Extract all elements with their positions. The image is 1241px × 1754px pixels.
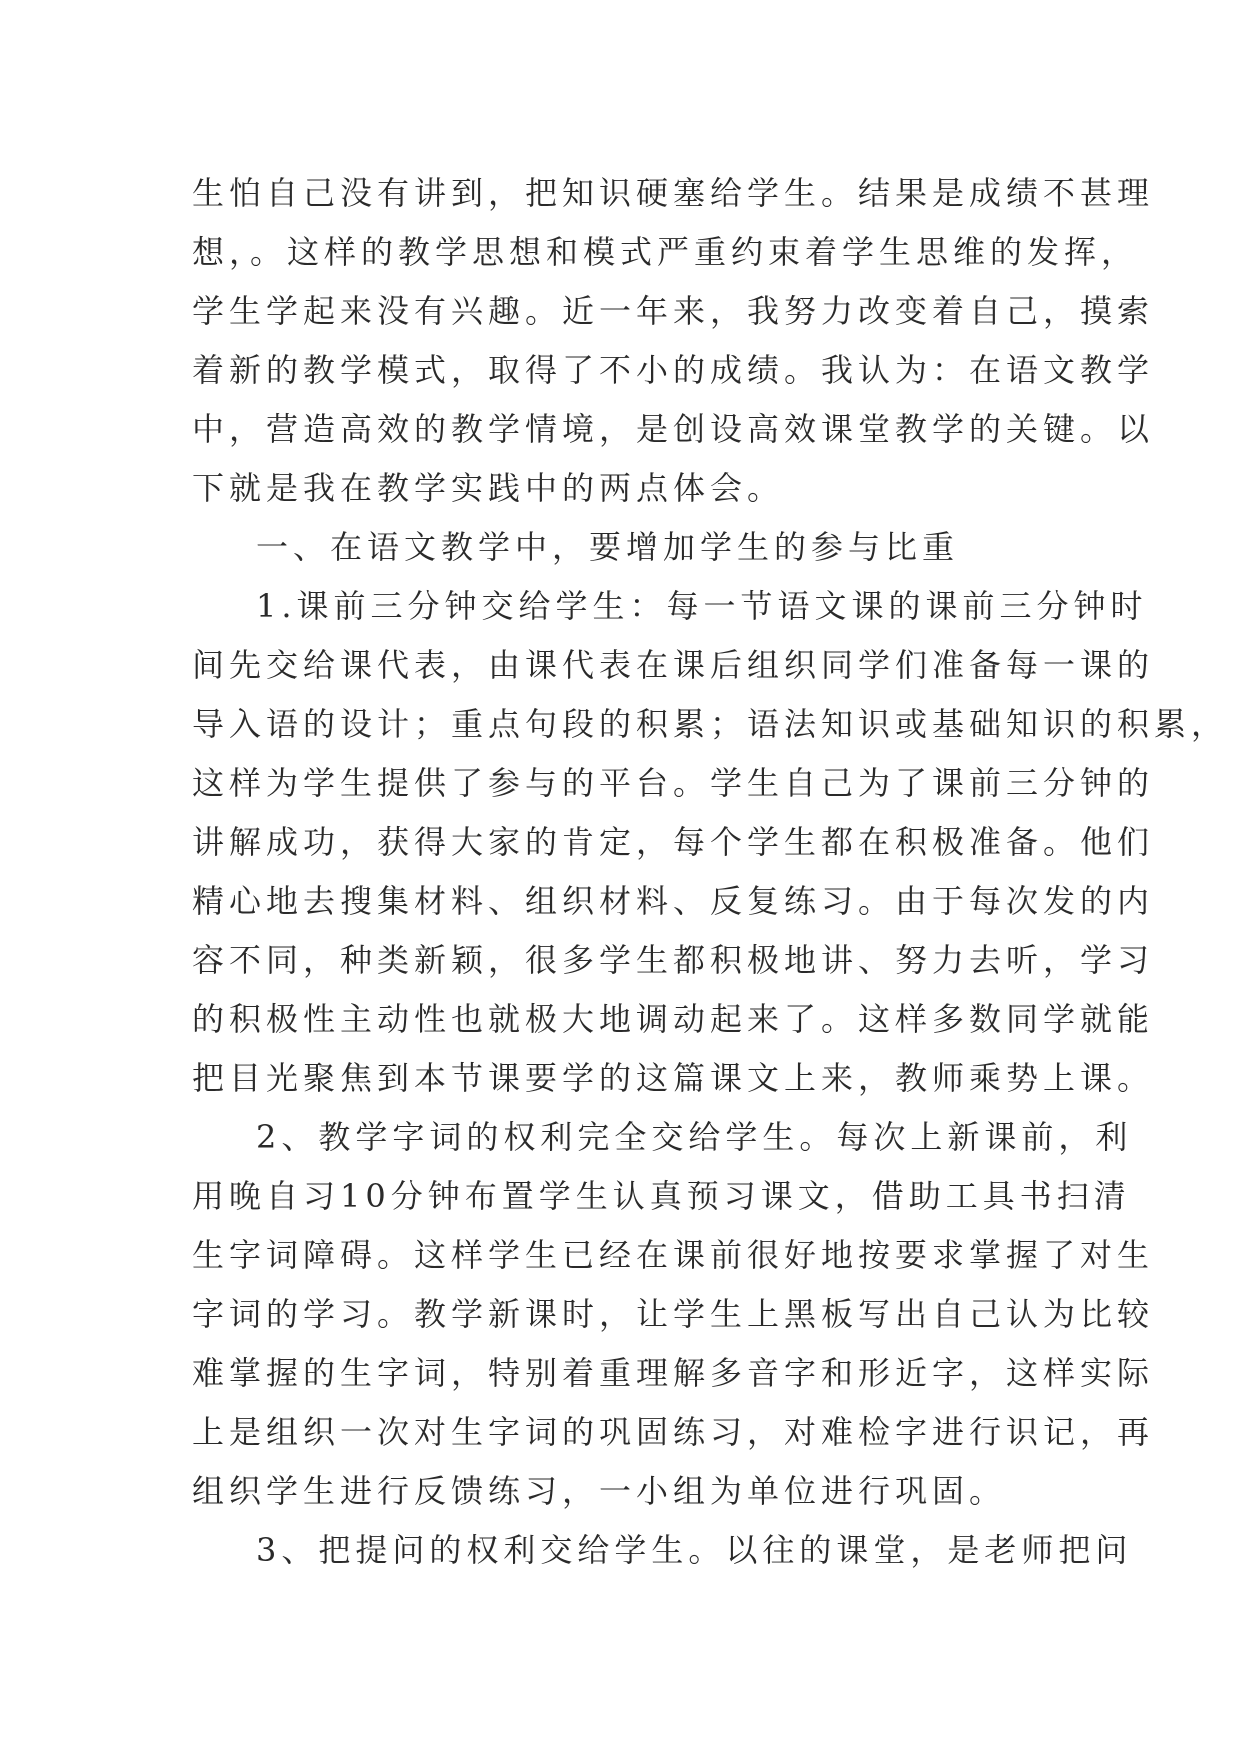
section-heading: 一、在语文教学中，要增加学生的参与比重 xyxy=(256,528,960,566)
paragraph-line: 用晚自习10分钟布置学生认真预习课文，借助工具书扫清 xyxy=(192,1177,1131,1215)
paragraph-line: 学生学起来没有兴趣。近一年来，我努力改变着自己，摸索 xyxy=(192,292,1155,330)
paragraph-line: 1.课前三分钟交给学生：每一节语文课的课前三分钟时 xyxy=(256,587,1148,625)
paragraph-line: 2、教学字词的权利完全交给学生。每次上新课前，利 xyxy=(256,1118,1133,1156)
paragraph-line: 讲解成功，获得大家的肯定，每个学生都在积极准备。他们 xyxy=(192,823,1155,861)
paragraph-line: 下就是我在教学实践中的两点体会。 xyxy=(192,469,785,507)
paragraph-line: 着新的教学模式，取得了不小的成绩。我认为：在语文教学 xyxy=(192,351,1155,389)
paragraph-line: 3、把提问的权利交给学生。以往的课堂，是老师把问 xyxy=(256,1531,1133,1569)
paragraph-line: 生怕自己没有讲到，把知识硬塞给学生。结果是成绩不甚理 xyxy=(192,174,1155,212)
paragraph-line: 想，。这样的教学思想和模式严重约束着学生思维的发挥， xyxy=(192,233,1139,271)
paragraph-line: 字词的学习。教学新课时，让学生上黑板写出自己认为比较 xyxy=(192,1295,1155,1333)
paragraph-line: 上是组织一次对生字词的巩固练习，对难检字进行识记，再 xyxy=(192,1413,1155,1451)
paragraph-line: 把目光聚焦到本节课要学的这篇课文上来，教师乘势上课。 xyxy=(192,1059,1155,1097)
paragraph-line: 间先交给课代表，由课代表在课后组织同学们准备每一课的 xyxy=(192,646,1155,684)
paragraph-line: 导入语的设计；重点句段的积累；语法知识或基础知识的积累， xyxy=(192,705,1229,743)
paragraph-line: 生字词障碍。这样学生已经在课前很好地按要求掌握了对生 xyxy=(192,1236,1155,1274)
paragraph-line: 组织学生进行反馈练习，一小组为单位进行巩固。 xyxy=(192,1472,1007,1510)
document-body xyxy=(192,164,1229,1580)
paragraph-line: 中，营造高效的教学情境，是创设高效课堂教学的关键。以 xyxy=(192,410,1155,448)
paragraph-line: 的积极性主动性也就极大地调动起来了。这样多数同学就能 xyxy=(192,1000,1155,1038)
paragraph-line: 难掌握的生字词，特别着重理解多音字和形近字，这样实际 xyxy=(192,1354,1155,1392)
paragraph-line: 精心地去搜集材料、组织材料、反复练习。由于每次发的内 xyxy=(192,882,1155,920)
paragraph-line: 这样为学生提供了参与的平台。学生自己为了课前三分钟的 xyxy=(192,764,1155,802)
paragraph-line: 容不同，种类新颖，很多学生都积极地讲、努力去听，学习 xyxy=(192,941,1155,979)
